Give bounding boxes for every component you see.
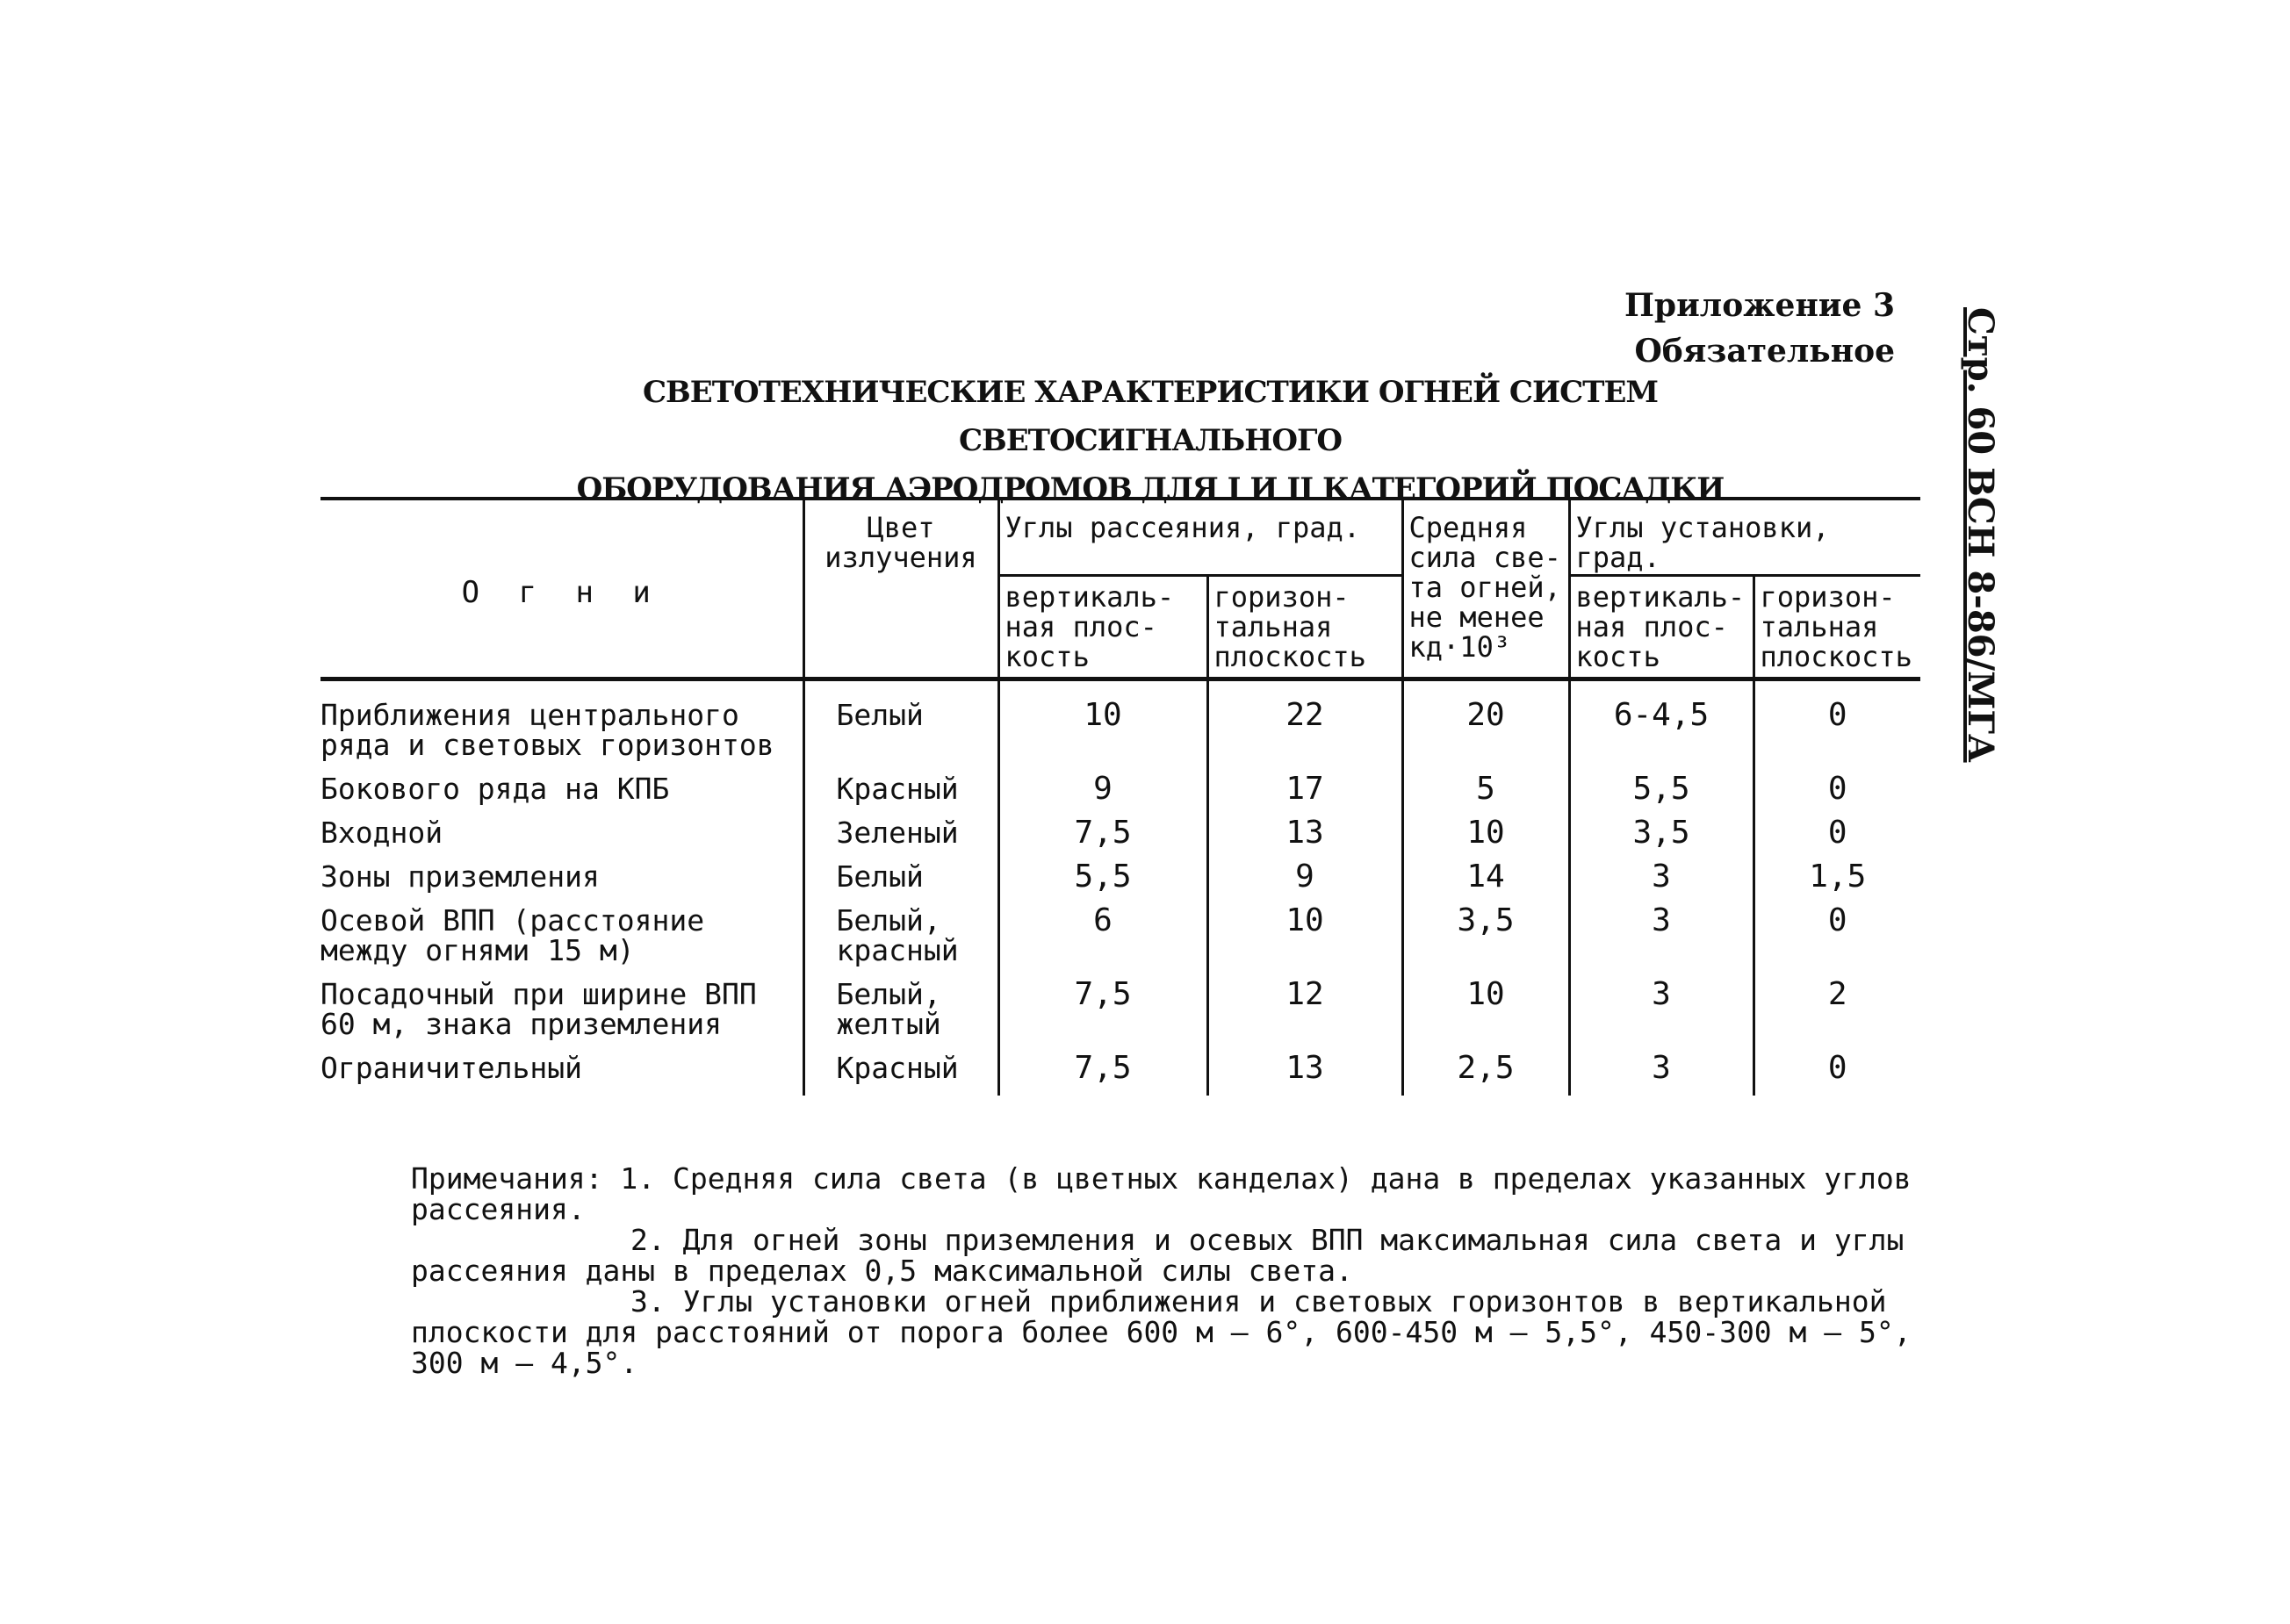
table-row: [320, 904, 1920, 978]
table-row: [320, 1052, 1920, 1096]
appendix-header: [1624, 283, 1895, 374]
table-row: [320, 679, 1920, 773]
header-color: Цвет излучения: [803, 499, 998, 679]
title-line-1: СВЕТОТЕХНИЧЕСКИЕ ХАРАКТЕРИСТИКИ ОГНЕЙ СИСТЕМ СВЕТОСИГНАЛЬНОГО: [642, 375, 1659, 458]
row-install-vertical: 3: [1569, 978, 1754, 1052]
row-light-name: Осевой ВПП (расстояние между огнями 15 м): [320, 903, 705, 967]
note-3: 3. Углы установки огней приближения и световых горизонтов в вертикальной плоскости для расстояний от порога более 600 м – 6°, 600-450 м – 5,5°, 450-300 м – 5°, 300 м – 4,5°.: [411, 1284, 1912, 1380]
table-body: [320, 679, 1920, 1096]
row-intensity: 5: [1402, 772, 1569, 816]
header-install-vertical: вертикаль-ная плос-кость: [1569, 576, 1754, 679]
header-lights: О г н и: [461, 574, 661, 610]
row-install-horizontal: 1,5: [1754, 860, 1920, 904]
row-install-horizontal: 0: [1754, 904, 1920, 978]
note-1: Примечания: 1. Средняя сила света (в цветных канделах) дана в пределах указанных углов рассеяния.: [411, 1161, 1912, 1226]
row-color: Белый: [803, 860, 998, 904]
row-color: Красный: [803, 1052, 998, 1096]
appendix-status: Обязательное: [1634, 333, 1895, 370]
row-scatter-horizontal: 17: [1207, 772, 1402, 816]
row-scatter-vertical: 10: [998, 679, 1207, 773]
appendix-number: Приложение 3: [1624, 287, 1895, 324]
row-scatter-horizontal: 13: [1207, 816, 1402, 860]
row-intensity: 20: [1402, 679, 1569, 773]
row-color: Белый, красный: [803, 904, 998, 978]
row-install-vertical: 5,5: [1569, 772, 1754, 816]
row-install-horizontal: 2: [1754, 978, 1920, 1052]
table-header: [320, 499, 1920, 679]
row-intensity: 14: [1402, 860, 1569, 904]
row-install-vertical: 3: [1569, 904, 1754, 978]
title-line-2: ОБОРУДОВАНИЯ АЭРОДРОМОВ ДЛЯ I И II КАТЕГОРИЙ ПОСАДКИ: [576, 471, 1725, 507]
header-scatter-horizontal: горизон-тальная плоскость: [1207, 576, 1402, 679]
header-install-horizontal: горизон-тальная плоскость: [1754, 576, 1920, 679]
row-light-name: Зоны приземления: [320, 859, 600, 894]
row-scatter-vertical: 7,5: [998, 816, 1207, 860]
row-scatter-horizontal: 12: [1207, 978, 1402, 1052]
row-install-vertical: 6-4,5: [1569, 679, 1754, 773]
side-page-code: Стр. 60 ВСН 8-86/МГА: [1960, 307, 2001, 763]
table-row: [320, 816, 1920, 860]
row-scatter-horizontal: 9: [1207, 860, 1402, 904]
table-row: [320, 978, 1920, 1052]
header-scatter-angles: Углы рассеяния, град.: [998, 499, 1402, 576]
row-install-horizontal: 0: [1754, 1052, 1920, 1096]
row-color: Зеленый: [803, 816, 998, 860]
row-scatter-vertical: 7,5: [998, 978, 1207, 1052]
row-intensity: 2,5: [1402, 1052, 1569, 1096]
row-intensity: 10: [1402, 978, 1569, 1052]
row-light-name: Ограничительный: [320, 1051, 583, 1085]
row-install-horizontal: 0: [1754, 772, 1920, 816]
row-light-name: Посадочный при ширине ВПП 60 м, знака приземления: [320, 977, 757, 1041]
document-title: [492, 369, 1809, 514]
row-scatter-horizontal: 10: [1207, 904, 1402, 978]
notes-section: [411, 1163, 1921, 1378]
table-row: [320, 772, 1920, 816]
row-scatter-vertical: 7,5: [998, 1052, 1207, 1096]
header-install-angles: Углы установки, град.: [1569, 499, 1920, 576]
row-install-vertical: 3: [1569, 1052, 1754, 1096]
header-intensity: Средняя сила све-та огней, не менее кд·10³: [1402, 499, 1569, 679]
row-scatter-horizontal: 13: [1207, 1052, 1402, 1096]
row-color: Белый, желтый: [803, 978, 998, 1052]
row-scatter-vertical: 6: [998, 904, 1207, 978]
row-install-vertical: 3,5: [1569, 816, 1754, 860]
row-scatter-horizontal: 22: [1207, 679, 1402, 773]
row-scatter-vertical: 5,5: [998, 860, 1207, 904]
characteristics-table-container: [320, 497, 1920, 1096]
row-light-name: Приближения центрального ряда и световых горизонтов: [320, 698, 774, 762]
row-install-horizontal: 0: [1754, 679, 1920, 773]
note-2: 2. Для огней зоны приземления и осевых ВПП максимальная сила света и углы рассеяния даны в пределах 0,5 максимальной силы света.: [411, 1223, 1905, 1288]
row-scatter-vertical: 9: [998, 772, 1207, 816]
characteristics-table: [320, 497, 1920, 1096]
table-row: [320, 860, 1920, 904]
header-scatter-vertical: вертикаль-ная плос-кость: [998, 576, 1207, 679]
row-light-name: Входной: [320, 816, 443, 850]
row-intensity: 10: [1402, 816, 1569, 860]
row-install-vertical: 3: [1569, 860, 1754, 904]
row-install-horizontal: 0: [1754, 816, 1920, 860]
row-intensity: 3,5: [1402, 904, 1569, 978]
row-color: Белый: [803, 679, 998, 773]
row-light-name: Бокового ряда на КПБ: [320, 772, 670, 806]
row-color: Красный: [803, 772, 998, 816]
